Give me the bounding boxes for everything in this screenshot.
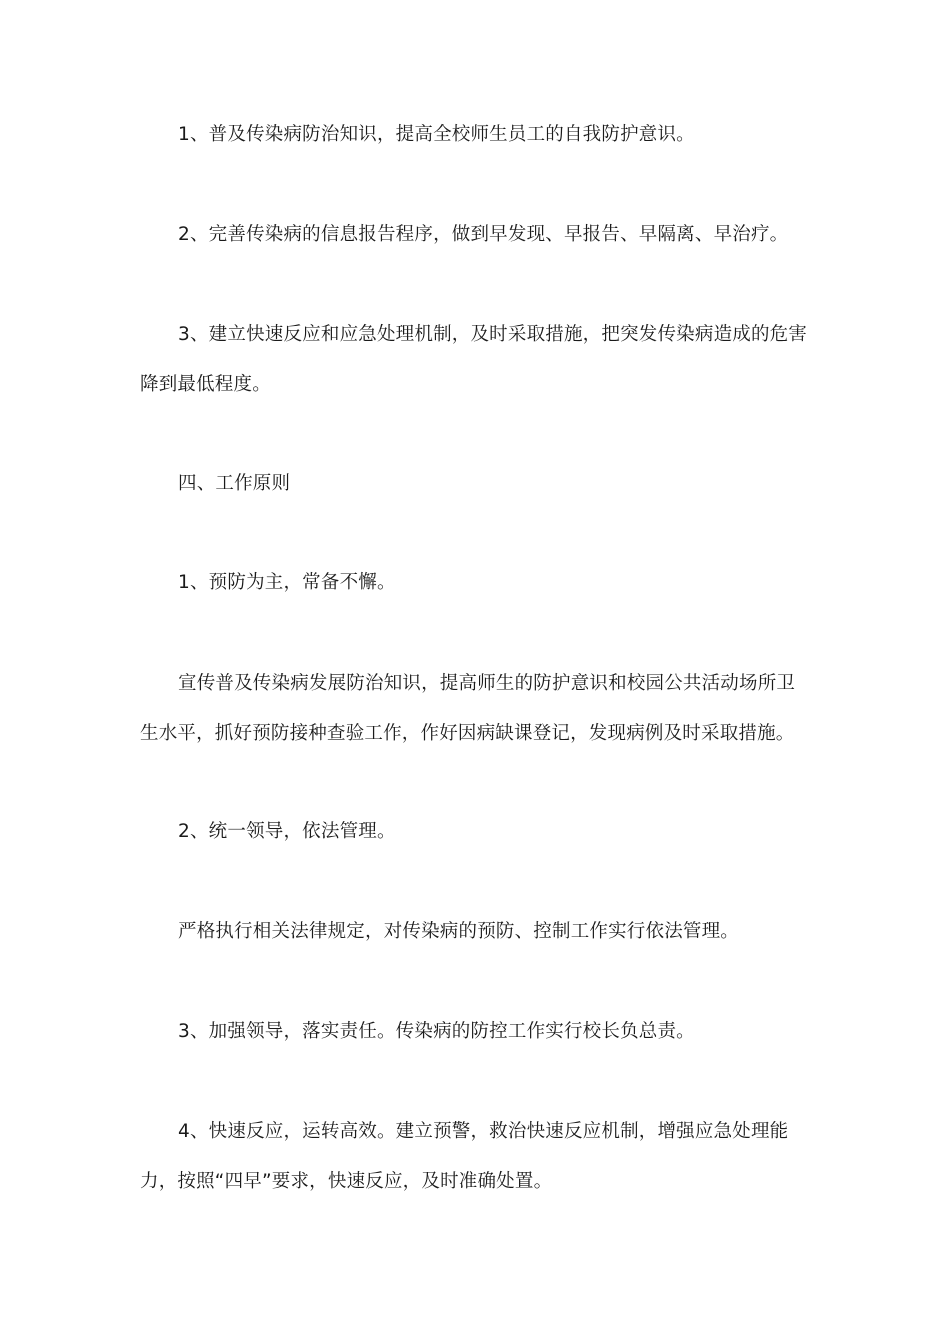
principle-1-heading: 1、预防为主，常备不懈。	[178, 572, 396, 593]
principle-3: 3、加强领导，落实责任。传染病的防控工作实行校长负总责。	[178, 1021, 695, 1042]
section-heading-principles: 四、工作原则	[178, 473, 291, 494]
principle-1-body: 宣传普及传染病发展防治知识，提高师生的防护意识和校园公共活动场所卫生水平，抓好预防接种查验工作，作好因病缺课登记，发现病例及时采取措施。	[140, 673, 796, 744]
principle-2-body: 严格执行相关法律规定，对传染病的预防、控制工作实行依法管理。	[178, 921, 740, 942]
principle-2-heading: 2、统一领导，依法管理。	[178, 821, 396, 842]
principle-4: 4、快速反应，运转高效。建立预警，救治快速反应机制，增强应急处理能力，按照“四早”要求，快速反应，及时准确处置。	[140, 1121, 789, 1192]
goal-item-3: 3、建立快速反应和应急处理机制，及时采取措施，把突发传染病造成的危害降到最低程度。	[140, 324, 808, 395]
goal-item-1: 1、普及传染病防治知识，提高全校师生员工的自我防护意识。	[178, 124, 695, 145]
goal-item-2: 2、完善传染病的信息报告程序，做到早发现、早报告、早隔离、早治疗。	[178, 224, 789, 245]
